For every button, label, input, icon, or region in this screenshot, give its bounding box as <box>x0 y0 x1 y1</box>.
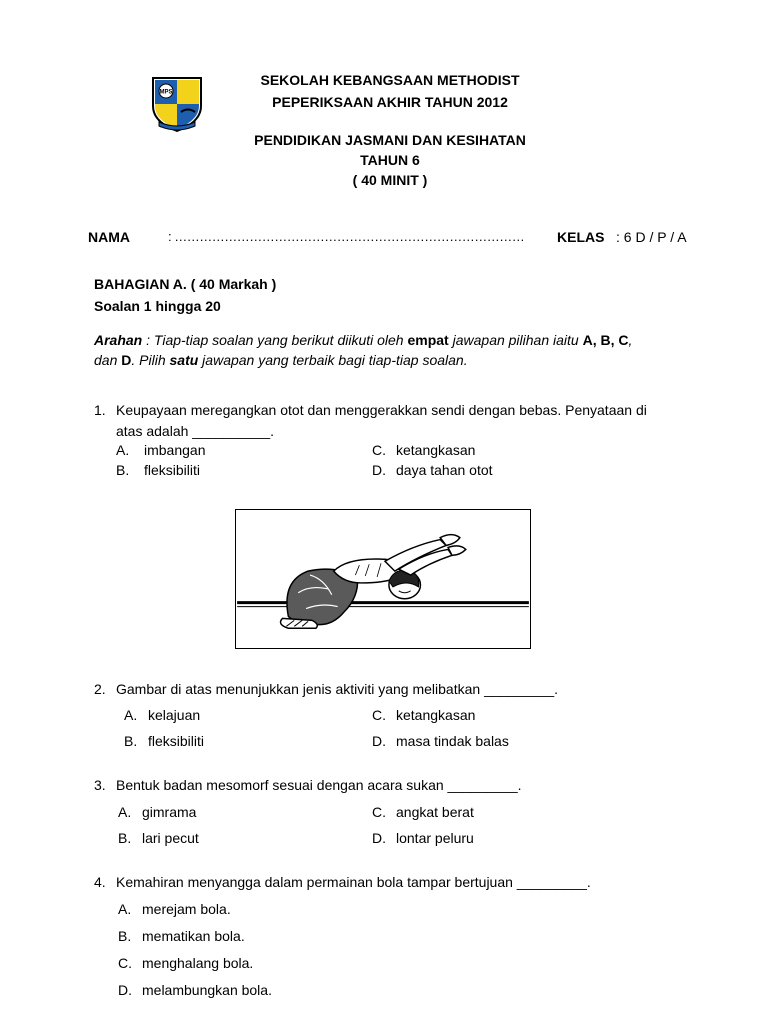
option-letter: B. <box>124 733 138 749</box>
class-options: : 6 D / P / A <box>616 229 687 245</box>
logo-monogram: MPS <box>159 89 173 96</box>
option-text[interactable]: mematikan bola. <box>142 928 245 944</box>
instructions-text: . Pilih <box>131 352 170 368</box>
instructions-line2 <box>94 352 468 368</box>
option-letter: C. <box>372 442 386 458</box>
section-title: BAHAGIAN A. ( 40 Markah ) <box>94 276 277 292</box>
option-text[interactable]: lari pecut <box>142 830 199 846</box>
option-text[interactable]: ketangkasan <box>396 442 476 458</box>
option-text[interactable]: angkat berat <box>396 804 474 820</box>
question-text: Bentuk badan mesomorf sesuai dengan acara sukan _________. <box>116 777 522 793</box>
option-letter: A. <box>118 901 132 917</box>
option-letter: A. <box>116 442 130 458</box>
option-text[interactable]: ketangkasan <box>396 707 476 723</box>
option-letter: C. <box>118 955 132 971</box>
option-text[interactable]: merejam bola. <box>142 901 231 917</box>
option-letter: A. <box>124 707 138 723</box>
instructions-text: jawapan yang terbaik bagi tiap-tiap soalan. <box>198 352 468 368</box>
option-letter: B. <box>118 928 132 944</box>
exam-title: PEPERIKSAAN AKHIR TAHUN 2012 <box>272 94 508 110</box>
instructions-text: dan <box>94 352 122 368</box>
option-text[interactable]: melambungkan bola. <box>142 982 272 998</box>
class-label: KELAS <box>557 229 605 245</box>
question-number: 2. <box>94 681 106 697</box>
question-number: 3. <box>94 777 106 793</box>
name-field[interactable]: : ………………………………………………………………………… <box>168 229 525 244</box>
option-letter: D. <box>372 733 386 749</box>
option-text[interactable]: kelajuan <box>148 707 201 723</box>
option-text[interactable]: gimrama <box>142 804 197 820</box>
question-text: atas adalah __________. <box>116 423 275 439</box>
question-text: Kemahiran menyangga dalam permainan bola tampar bertujuan _________. <box>116 874 591 890</box>
option-text[interactable]: daya tahan otot <box>396 462 493 478</box>
instructions-emph: A, B, C <box>582 332 629 348</box>
option-text[interactable]: menghalang bola. <box>142 955 254 971</box>
instructions-text: , <box>628 332 633 348</box>
instructions-emph: satu <box>169 352 199 368</box>
instructions-emph: empat <box>407 332 449 348</box>
instructions-emph: D <box>121 352 132 368</box>
option-letter: C. <box>372 804 386 820</box>
option-letter: D. <box>372 830 386 846</box>
option-letter: A. <box>118 804 132 820</box>
option-letter: B. <box>116 462 130 478</box>
year-label: TAHUN 6 <box>360 152 420 168</box>
option-letter: B. <box>118 830 132 846</box>
instructions-text: jawapan pilihan iaitu <box>448 332 583 348</box>
duration-label: ( 40 MINIT ) <box>352 172 428 188</box>
school-name: SEKOLAH KEBANGSAAN METHODIST <box>260 72 520 88</box>
option-text[interactable]: masa tindak balas <box>396 733 509 749</box>
question-number: 1. <box>94 402 106 418</box>
subject-title: PENDIDIKAN JASMANI DAN KESIHATAN <box>254 132 526 148</box>
section-range: Soalan 1 hingga 20 <box>94 298 221 314</box>
option-text[interactable]: fleksibiliti <box>148 733 205 749</box>
option-letter: C. <box>372 707 386 723</box>
instructions-line1 <box>94 332 632 348</box>
instructions-lead: Arahan <box>94 332 143 348</box>
option-letter: D. <box>118 982 132 998</box>
question-text: Keupayaan meregangkan otot dan menggerakkan sendi dengan bebas. Penyataan di <box>116 402 647 418</box>
instructions-text: : Tiap-tiap soalan yang berikut diikuti oleh <box>142 332 408 348</box>
option-text[interactable]: fleksibiliti <box>144 462 201 478</box>
option-letter: D. <box>372 462 386 478</box>
name-label: NAMA <box>88 229 130 245</box>
option-text[interactable]: imbangan <box>144 442 206 458</box>
stretching-illustration <box>235 509 531 649</box>
option-text[interactable]: lontar peluru <box>396 830 474 846</box>
question-text: Gambar di atas menunjukkan jenis aktiviti yang melibatkan _________. <box>116 681 559 697</box>
question-number: 4. <box>94 874 106 890</box>
